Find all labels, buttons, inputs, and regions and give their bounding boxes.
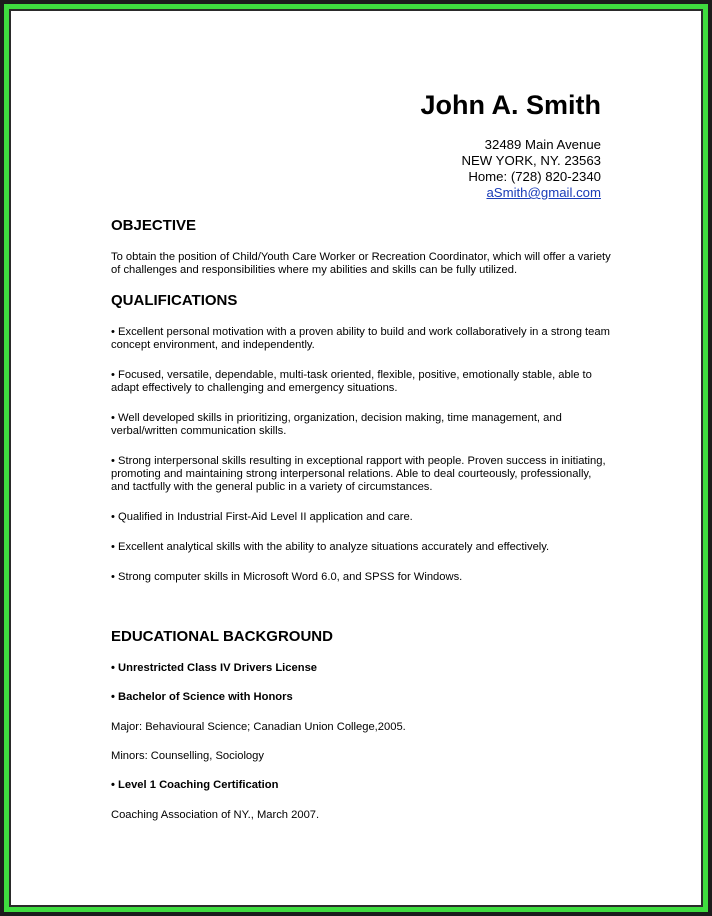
objective-heading: OBJECTIVE	[111, 217, 197, 234]
resume-page	[11, 11, 701, 905]
qualification-item: • Excellent personal motivation with a proven ability to build and work collaboratively in a strong team concept environment, and independently.	[111, 326, 610, 351]
contact-email-link[interactable]: aSmith@gmail.com	[486, 185, 601, 200]
education-heading: EDUCATIONAL BACKGROUND	[111, 628, 333, 645]
contact-address: 32489 Main Avenue	[484, 137, 601, 152]
education-coaching-detail: Coaching Association of NY., March 2007.	[111, 809, 320, 821]
education-license: • Unrestricted Class IV Drivers License	[111, 662, 318, 674]
education-major: Major: Behavioural Science; Canadian Union College,2005.	[111, 721, 406, 733]
qualification-item: • Strong interpersonal skills resulting in exceptional rapport with people. Proven success in initiating, promoting and maintaining strong interpersonal relations. Able to deal courteously, professionally, and tactfully with the general public in a variety of circumstances.	[111, 455, 606, 493]
contact-phone: Home: (728) 820-2340	[468, 169, 601, 184]
qualification-item: • Focused, versatile, dependable, multi-task oriented, flexible, positive, emotionally stable, able to adapt effectively to challenging and emergency situations.	[111, 369, 592, 394]
qualification-item: • Well developed skills in prioritizing, organization, decision making, time management, and verbal/written communication skills.	[111, 412, 562, 437]
qualification-item: • Excellent analytical skills with the ability to analyze situations accurately and effectively.	[111, 541, 550, 553]
contact-block	[461, 137, 601, 201]
qualification-item: • Qualified in Industrial First-Aid Level II application and care.	[111, 511, 413, 523]
education-minors: Minors: Counselling, Sociology	[111, 750, 264, 762]
qualifications-heading: QUALIFICATIONS	[111, 292, 238, 309]
education-coaching: • Level 1 Coaching Certification	[111, 779, 279, 791]
qualification-item: • Strong computer skills in Microsoft Word 6.0, and SPSS for Windows.	[111, 571, 463, 583]
education-degree: • Bachelor of Science with Honors	[111, 691, 293, 703]
contact-city: NEW YORK, NY. 23563	[461, 153, 601, 168]
resume-name: John A. Smith	[420, 90, 601, 120]
objective-text: To obtain the position of Child/Youth Care Worker or Recreation Coordinator, which will offer a variety of challenges and responsibilities where my abilities and skills can be fully utilized.	[111, 251, 611, 276]
